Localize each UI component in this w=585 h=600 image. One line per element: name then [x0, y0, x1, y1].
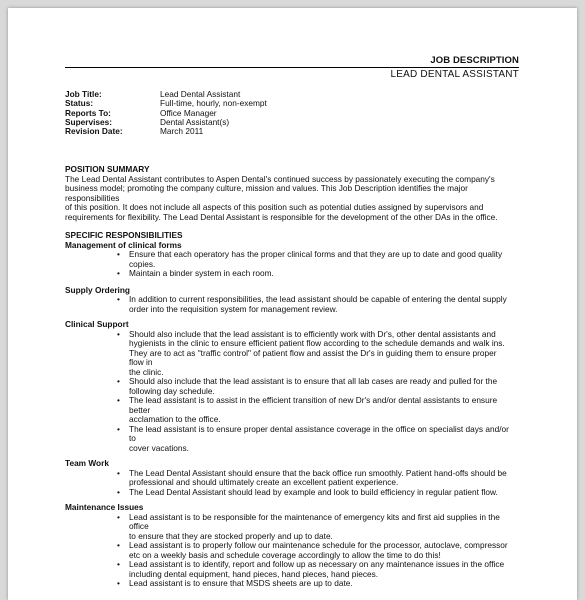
bullet-icon: • — [117, 395, 120, 405]
bullet-item — [65, 250, 511, 269]
summary-line: business model; promoting the company culture, mission and values. This Job Description identifies the major responsibilities — [65, 183, 468, 203]
info-row — [65, 127, 267, 136]
responsibility-group — [65, 503, 511, 589]
info-label: Status: — [65, 98, 94, 109]
bullet-text-line: Lead assistant is to ensure that MSDS sheets are up to date. — [129, 578, 353, 588]
bullet-text-line: including dental equipment, hand pieces, hand pieces, hand pieces. — [129, 568, 379, 579]
responsibility-group — [65, 286, 511, 315]
bullet-text-line: Lead assistant is to identify, report and follow up as necessary on any maintenance issues in the office — [129, 559, 505, 569]
bullet-icon: • — [117, 467, 120, 478]
responsibility-group — [65, 459, 511, 497]
group-heading: Management of clinical forms — [65, 239, 182, 250]
bullet-text-line: They are to act as "traffic control" of patient flow and assist the Dr's in guiding them to ensure proper flow in — [129, 347, 497, 367]
bullet-text-line: Ensure that each operatory has the proper clinical forms and that they are up to date and good quality — [129, 249, 503, 259]
document-subtitle: LEAD DENTAL ASSISTANT — [390, 69, 519, 80]
info-label: Supervises: — [65, 116, 113, 127]
info-value: Office Manager — [160, 107, 217, 118]
bullet-text-line: In addition to current responsibilities, the lead assistant should be capable of entering the dental supply — [129, 294, 507, 304]
bullet-icon: • — [117, 511, 120, 522]
group-heading: Team Work — [65, 458, 109, 468]
bullet-item — [65, 330, 511, 378]
bullet-text-line: The Lead Dental Assistant should ensure that the back office run smoothly. Patient hand-offs should be — [129, 467, 507, 478]
bullet-text-line: professional and should ultimately create an excellent patient experience. — [129, 477, 399, 487]
bullet-item — [65, 469, 511, 488]
summary-line: The Lead Dental Assistant contributes to Aspen Dental's continued success by passionately executing the company's — [65, 173, 495, 184]
bullet-icon: • — [117, 578, 120, 588]
info-value: March 2011 — [160, 126, 204, 137]
info-label: Job Title: — [65, 89, 102, 99]
document-page — [8, 8, 577, 600]
bullet-list — [65, 330, 511, 454]
bullet-icon: • — [117, 294, 120, 304]
bullet-list — [65, 469, 511, 498]
info-value: Dental Assistant(s) — [160, 116, 230, 127]
bullet-item — [65, 513, 511, 542]
bullet-text-line: cover vacations. — [129, 442, 189, 453]
bullet-text-line: Should also include that the lead assistant is to efficiently work with Dr's, other dental assistants and — [129, 328, 496, 339]
responsibility-group — [65, 320, 511, 453]
position-summary-heading: POSITION SUMMARY — [65, 164, 150, 174]
responsibility-group — [65, 241, 511, 279]
bullet-text-line: The lead assistant is to assist in the efficient transition of new Dr's and/or dental assistants to ensure better — [129, 395, 498, 415]
group-heading: Maintenance Issues — [65, 502, 144, 512]
bullet-list — [65, 513, 511, 589]
bullet-text-line: order into the requisition system for management review. — [129, 303, 338, 314]
bullet-item — [65, 425, 511, 454]
bullet-text-line: hygienists in the clinic to ensure efficient patient flow according to the schedule demands and walk ins. — [129, 338, 505, 348]
bullet-icon: • — [117, 249, 120, 259]
bullet-item — [65, 560, 511, 579]
bullet-icon: • — [117, 376, 120, 386]
header-divider — [65, 67, 519, 68]
summary-line: of this position. It does not include all aspects of this position such as potential duties assigned by supervisors and — [65, 202, 484, 212]
bullet-list — [65, 250, 511, 279]
bullet-list — [65, 295, 511, 314]
info-value: Full-time, hourly, non-exempt — [160, 98, 267, 109]
bullet-text-line: Lead assistant is to properly follow our maintenance schedule for the processor, autoclave, compressor — [129, 540, 508, 550]
bullet-text-line: following day schedule. — [129, 385, 215, 396]
bullet-text-line: The Lead Dental Assistant should lead by example and look to build efficiency in regular patient flow. — [129, 486, 498, 497]
bullet-item — [65, 541, 511, 560]
bullet-text-line: to ensure that they are stocked properly and up to date. — [129, 530, 333, 541]
info-label: Reports To: — [65, 107, 111, 118]
bullet-icon: • — [117, 559, 120, 569]
info-label: Revision Date: — [65, 126, 123, 137]
bullet-text-line: Should also include that the lead assistant is to ensure that all lab cases are ready and pulled for the — [129, 376, 498, 386]
bullet-icon: • — [117, 268, 120, 278]
document-title: JOB DESCRIPTION — [430, 55, 519, 66]
bullet-item — [65, 396, 511, 425]
job-info-table — [65, 90, 267, 136]
bullet-item — [65, 488, 511, 498]
bullet-icon: • — [117, 486, 120, 497]
bullet-text-line: Lead assistant is to be responsible for the maintenance of emergency kits and first aid supplies in the office — [129, 511, 500, 531]
document-body — [65, 165, 511, 595]
bullet-icon: • — [117, 423, 120, 434]
info-value: Lead Dental Assistant — [160, 89, 241, 99]
bullet-item — [65, 579, 511, 589]
specific-responsibilities-heading: SPECIFIC RESPONSIBILITIES — [65, 230, 183, 240]
bullet-text-line: the clinic. — [129, 366, 164, 377]
bullet-text-line: etc on a weekly basis and schedule coverage accordingly to allow the time to do this! — [129, 549, 441, 560]
group-heading: Supply Ordering — [65, 284, 130, 295]
bullet-text-line: Maintain a binder system in each room. — [129, 268, 274, 278]
responsibility-groups — [65, 241, 511, 589]
bullet-item — [65, 295, 511, 314]
bullet-text-line: copies. — [129, 258, 156, 269]
summary-line: requirements for flexibility. The Lead Dental Assistant is responsible for the development of the other DAs in the office. — [65, 211, 498, 222]
bullet-item — [65, 377, 511, 396]
group-heading: Clinical Support — [65, 319, 129, 329]
position-summary-text — [65, 175, 511, 223]
bullet-icon: • — [117, 328, 120, 339]
bullet-item — [65, 269, 511, 279]
bullet-text-line: acclamation to the office. — [129, 414, 221, 424]
bullet-icon: • — [117, 540, 120, 550]
bullet-text-line: The lead assistant is to ensure proper dental assistance coverage in the office on specialist days and/or to — [129, 423, 509, 443]
